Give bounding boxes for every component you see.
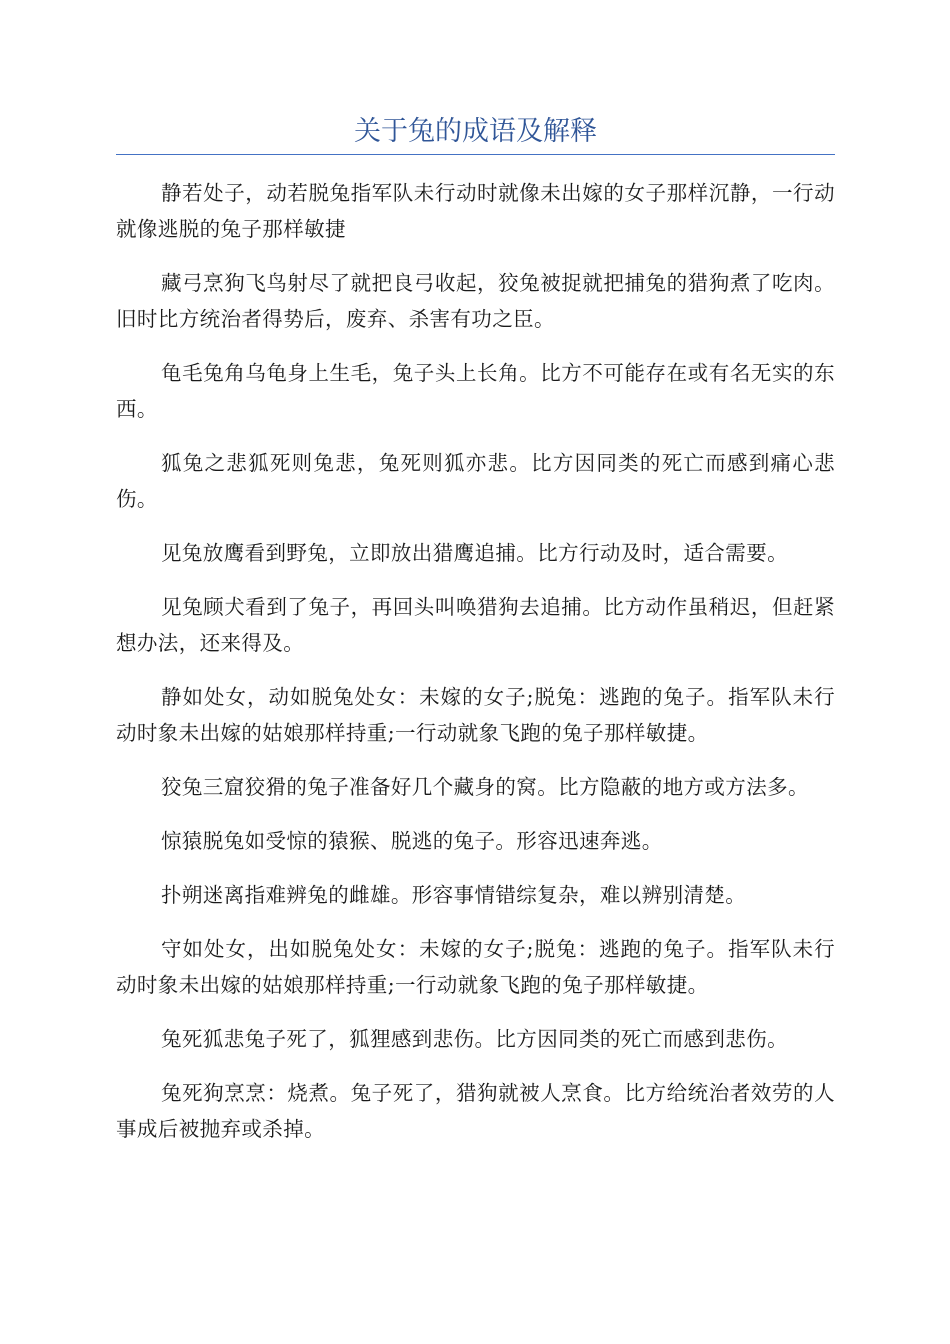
paragraph-cang-gong-peng-gou: 藏弓烹狗飞鸟射尽了就把良弓收起，狡兔被捉就把捕兔的猎狗煮了吃肉。旧时比方统治者得势后，废弃、杀害有功之臣。	[116, 271, 835, 331]
paragraph-tu-si-hu-bei: 兔死狐悲兔子死了，狐狸感到悲伤。比方因同类的死亡而感到悲伤。	[161, 1027, 788, 1051]
paragraph-jing-ruo-chu-zi: 静若处子，动若脱兔指军队未行动时就像未出嫁的女子那样沉静，一行动就像逃脱的兔子那样敏捷	[116, 181, 835, 241]
paragraph-jing-yuan-tuo-tu: 惊猿脱兔如受惊的猿猴、脱逃的兔子。形容迅速奔逃。	[161, 829, 663, 853]
paragraph-jing-ru-chu-nv: 静如处女，动如脱兔处女：未嫁的女子;脱兔：逃跑的兔子。指军队未行动时象未出嫁的姑娘那样持重;一行动就象飞跑的兔子那样敏捷。	[116, 685, 835, 745]
paragraph-jiao-tu-san-ku: 狡兔三窟狡猾的兔子准备好几个藏身的窝。比方隐蔽的地方或方法多。	[161, 775, 809, 799]
paragraph-jian-tu-gu-quan: 见兔顾犬看到了兔子，再回头叫唤猎狗去追捕。比方动作虽稍迟，但赶紧想办法，还来得及。	[116, 595, 835, 655]
paragraph-jian-tu-fang-ying: 见兔放鹰看到野兔，立即放出猎鹰追捕。比方行动及时，适合需要。	[161, 541, 788, 565]
document-body	[116, 175, 835, 1165]
paragraph-tu-si-gou-peng: 兔死狗烹烹：烧煮。兔子死了，猎狗就被人烹食。比方给统治者效劳的人事成后被抛弃或杀掉。	[116, 1081, 835, 1141]
title-underline	[116, 154, 835, 155]
paragraph-pu-shuo-mi-li: 扑朔迷离指难辨兔的雌雄。形容事情错综复杂，难以辨别清楚。	[161, 883, 747, 907]
paragraph-shou-ru-chu-nv: 守如处女，出如脱兔处女：未嫁的女子;脱兔：逃跑的兔子。指军队未行动时象未出嫁的姑娘那样持重;一行动就象飞跑的兔子那样敏捷。	[116, 937, 835, 997]
document-title: 关于兔的成语及解释	[354, 116, 597, 147]
paragraph-hu-tu-zhi-bei: 狐兔之悲狐死则兔悲，兔死则狐亦悲。比方因同类的死亡而感到痛心悲伤。	[116, 451, 835, 511]
paragraph-gui-mao-tu-jiao: 龟毛兔角乌龟身上生毛，兔子头上长角。比方不可能存在或有名无实的东西。	[116, 361, 835, 421]
